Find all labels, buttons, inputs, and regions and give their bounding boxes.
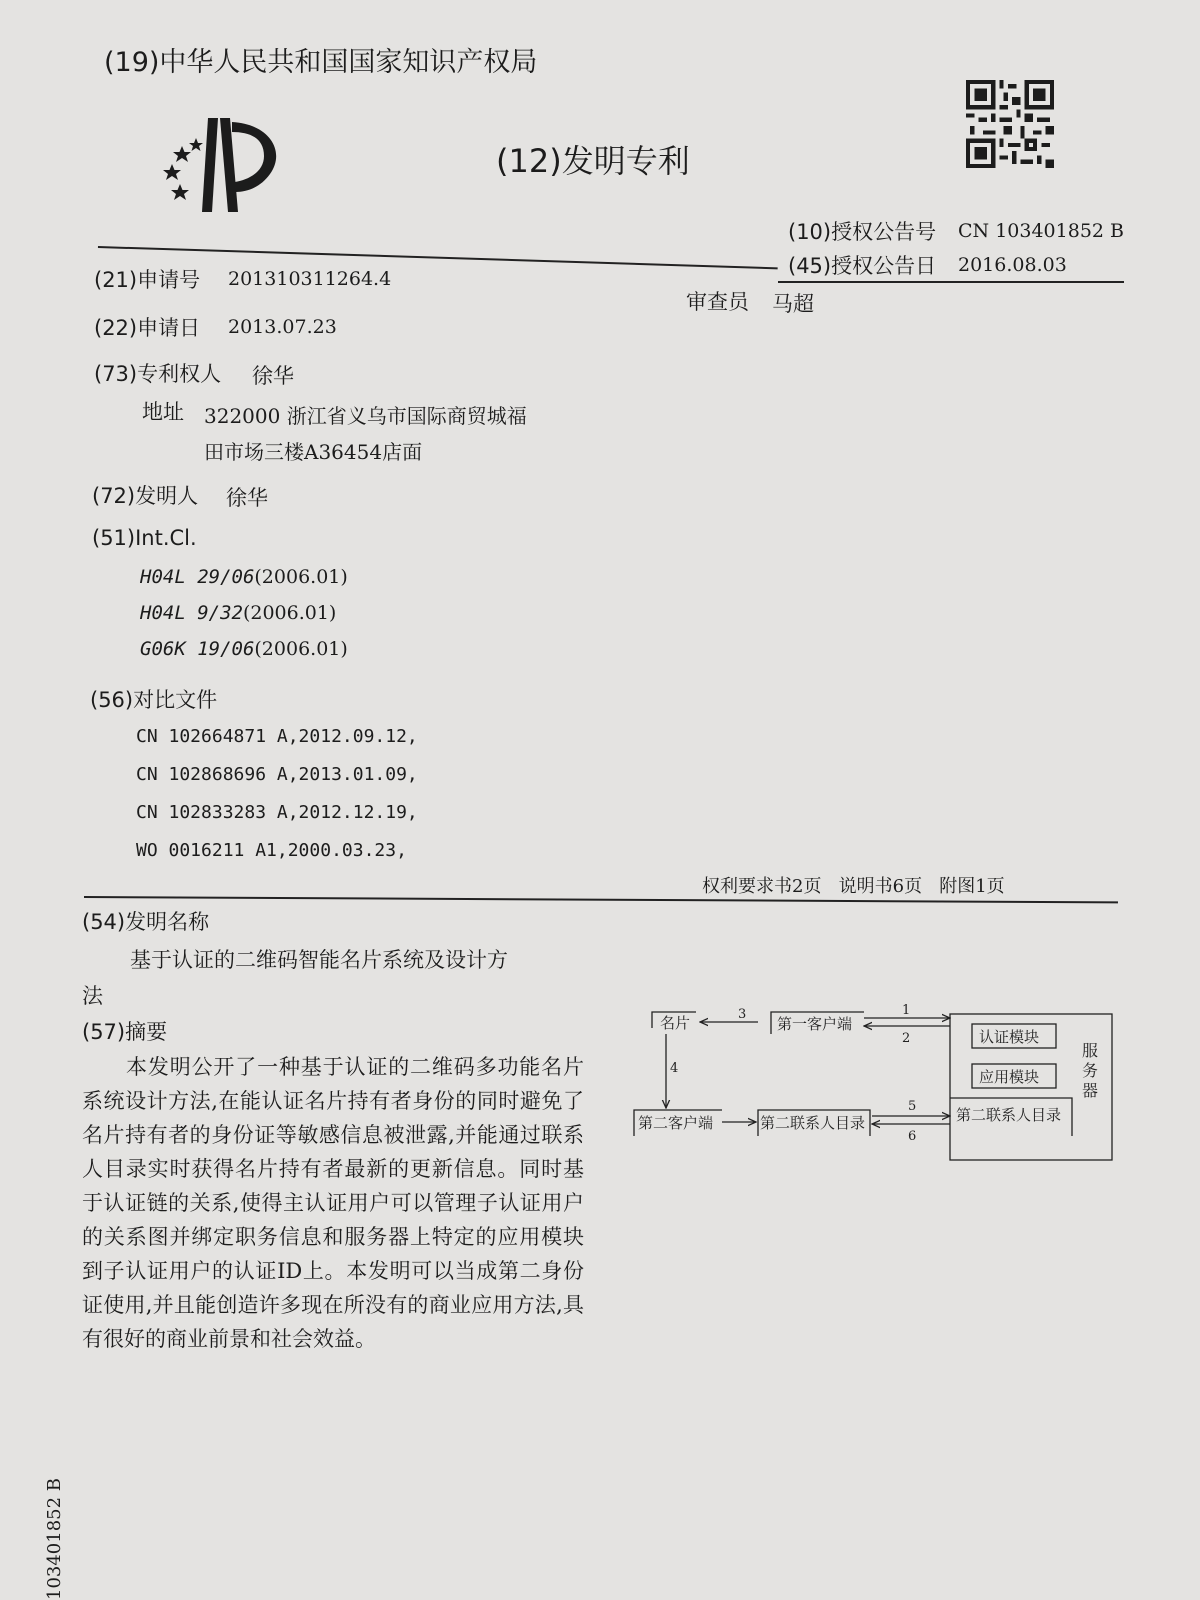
card-label: 名片 (660, 1014, 691, 1032)
page-counts: 权利要求书2页 说明书6页 附图1页 (702, 876, 1005, 897)
auth-module-label: 认证模块 (979, 1028, 1040, 1046)
server-label-char: 器 (1082, 1081, 1099, 1100)
patentee-label: (73)专利权人 (94, 362, 222, 386)
int-cl-entry: G06K 19/06(2006.01) (140, 638, 348, 660)
address-line-1: 322000 浙江省义乌市国际商贸城福 (204, 404, 527, 428)
app-module-label: 应用模块 (979, 1068, 1040, 1086)
office-name: (19)中华人民共和国国家知识产权局 (104, 47, 538, 78)
inventor-name: 徐华 (226, 486, 268, 510)
grant-date-label: (45)授权公告日 (788, 254, 937, 278)
invention-title-label: (54)发明名称 (82, 910, 210, 934)
inventor-label: (72)发明人 (92, 484, 199, 508)
abstract-label: (57)摘要 (82, 1020, 168, 1044)
application-date: 2013.07.23 (228, 316, 337, 338)
grant-date: 2016.08.03 (958, 254, 1067, 276)
invention-title-line-1: 基于认证的二维码智能名片系统及设计方 (130, 948, 508, 972)
qr-code-icon (966, 80, 1054, 168)
header-rule-right (778, 281, 1124, 283)
abstract-text: 本发明公开了一种基于认证的二维码多功能名片系统设计方法,在能认证名片持有者身份的同时避免了名片持有者的身份证等敏感信息被泄露,并能通过联系人目录实时获得名片持有者最新的更新信息。同时基于认证链的关系,使得主认证用户可以管理子认证用户的关系图并绑定职务信息和服务器上特定的应用模块到子认证用户的认证ID上。本发明可以当成第二身份证使用,并且能创造许多现在所没有的商业应用方法,具有很好的商业前景和社会效益。 (82, 1055, 584, 1351)
int-cl-entry: H04L 29/06(2006.01) (140, 566, 348, 588)
application-date-label: (22)申请日 (94, 316, 201, 340)
arrow-number: 6 (908, 1129, 917, 1144)
application-number: 201310311264.4 (228, 268, 392, 290)
contacts-server-label: 第二联系人目录 (956, 1106, 1062, 1124)
application-number-label: (21)申请号 (94, 268, 201, 292)
reference-item: WO 0016211 A1,2000.03.23, (136, 840, 407, 861)
arrow-number: 2 (902, 1031, 911, 1046)
address-line-2: 田市场三楼A36454店面 (204, 440, 423, 464)
server-label-char: 务 (1082, 1061, 1099, 1080)
arrow-number: 4 (670, 1061, 679, 1076)
side-patent-number: 103401852 B (44, 1477, 65, 1600)
grant-number-label: (10)授权公告号 (788, 220, 937, 244)
arrow-number: 5 (908, 1099, 917, 1114)
invention-title-line-2: 法 (82, 984, 103, 1008)
reference-item: CN 102664871 A,2012.09.12, (136, 726, 418, 747)
int-cl-entry: H04L 9/32(2006.01) (140, 602, 337, 624)
client1-label: 第一客户端 (777, 1015, 853, 1033)
examiner-name: 马超 (772, 292, 814, 316)
client2-label: 第二客户端 (638, 1114, 714, 1132)
arrow-number: 3 (738, 1007, 747, 1022)
reference-item: CN 102833283 A,2012.12.19, (136, 802, 418, 823)
grant-number: CN 103401852 B (958, 220, 1124, 242)
patentee-name: 徐华 (252, 364, 294, 388)
system-diagram (626, 1003, 1116, 1160)
document-type: (12)发明专利 (496, 142, 690, 180)
contacts-client-label: 第二联系人目录 (760, 1114, 866, 1132)
references-label: (56)对比文件 (90, 688, 218, 712)
address-label: 地址 (142, 400, 184, 424)
server-label-char: 服 (1082, 1041, 1099, 1060)
arrow-number: 1 (902, 1003, 911, 1018)
int-cl-label: (51)Int.Cl. (92, 526, 197, 550)
examiner-label: 审查员 (686, 290, 749, 314)
reference-item: CN 102868696 A,2013.01.09, (136, 764, 418, 785)
office-logo-icon (160, 112, 290, 216)
